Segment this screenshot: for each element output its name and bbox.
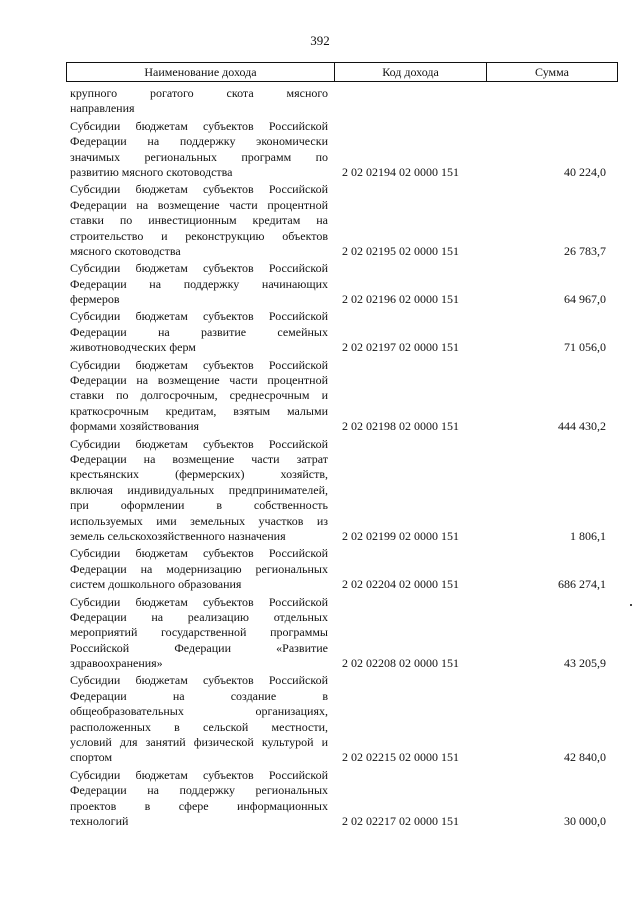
income-name-cell <box>66 437 328 545</box>
income-name-line: Федерации на развитие семейных <box>70 324 328 339</box>
income-name-line: Федерации на модернизацию региональных <box>70 561 328 576</box>
income-code-cell: 2 02 02217 02 0000 151 <box>342 813 459 828</box>
income-name-cell <box>66 358 328 435</box>
income-name-line: развитию мясного скотоводства <box>70 164 233 179</box>
table-row <box>66 673 618 765</box>
income-name-line: спортом <box>70 750 113 765</box>
income-name-line: Субсидии бюджетам субъектов Российской <box>70 594 328 609</box>
income-name-line: при оформлении в собственность <box>70 498 328 513</box>
income-name-line: Федерации на реализацию отдельных <box>70 609 328 624</box>
income-name-line: Субсидии бюджетам субъектов Российской <box>70 118 328 133</box>
income-name-line: Федерации на возмещение части процентной <box>70 197 328 212</box>
table-row <box>66 358 618 435</box>
amount-cell: 64 967,0 <box>564 292 606 307</box>
amount-cell: 40 224,0 <box>564 164 606 179</box>
amount-cell: 42 840,0 <box>564 750 606 765</box>
table-row <box>66 309 618 355</box>
income-code-cell: 2 02 02208 02 0000 151 <box>342 656 459 671</box>
income-name-line: земель сельскохозяйственного назначения <box>70 528 286 543</box>
income-name-line: Субсидии бюджетам субъектов Российской <box>70 261 328 276</box>
income-name-cell <box>66 768 328 830</box>
income-code-cell: 2 02 02197 02 0000 151 <box>342 340 459 355</box>
income-code-cell: 2 02 02196 02 0000 151 <box>342 292 459 307</box>
income-name-line: фермеров <box>70 292 120 307</box>
income-name-line: используемых ими земельных участков из <box>70 513 328 528</box>
income-name-line: технологий <box>70 813 129 828</box>
page-number: 392 <box>310 33 330 48</box>
amount-cell: 26 783,7 <box>564 243 606 258</box>
table-row <box>66 546 618 592</box>
income-name-line: направления <box>70 101 135 116</box>
header-income-code: Код дохода <box>335 63 487 81</box>
income-name-line: краткосрочным кредитам, взятым малыми <box>70 403 328 418</box>
income-name-line: систем дошкольного образования <box>70 577 242 592</box>
income-name-line: включая индивидуальных предпринимателей, <box>70 482 328 497</box>
income-name-line: Федерации на поддержку экономически <box>70 134 328 149</box>
income-name-line: Субсидии бюджетам субъектов Российской <box>70 546 328 561</box>
income-name-line: здравоохранения» <box>70 656 163 671</box>
table-row <box>66 261 618 307</box>
income-name-line: Российской Федерации «Развитие <box>70 640 328 655</box>
income-code-cell: 2 02 02199 02 0000 151 <box>342 528 459 543</box>
income-name-line: мясного скотоводства <box>70 243 181 258</box>
income-name-line: проектов в сфере информационных <box>70 798 328 813</box>
income-name-line: условий для занятий физической культурой и <box>70 735 328 750</box>
income-code-cell: 2 02 02204 02 0000 151 <box>342 577 459 592</box>
income-name-line: Федерации на создание в <box>70 688 328 703</box>
income-name-line: Субсидии бюджетам субъектов Российской <box>70 767 328 782</box>
income-name-line: Федерации на поддержку региональных <box>70 783 328 798</box>
income-name-line: формами хозяйствования <box>70 419 200 434</box>
income-name-line: Федерации на поддержку начинающих <box>70 276 328 291</box>
table-row <box>66 437 618 545</box>
table-row <box>66 595 618 672</box>
income-name-line: Субсидии бюджетам субъектов Российской <box>70 436 328 451</box>
table-row <box>66 182 618 259</box>
income-table-body <box>66 86 618 831</box>
income-name-line: ставки по инвестиционным кредитам на <box>70 213 328 228</box>
income-name-cell <box>66 546 328 592</box>
income-code-cell: 2 02 02195 02 0000 151 <box>342 243 459 258</box>
income-name-line: животноводческих ферм <box>70 340 196 355</box>
header-amount: Сумма <box>535 64 569 79</box>
amount-cell: 444 430,2 <box>558 419 606 434</box>
income-name-cell <box>66 673 328 765</box>
income-name-line: Федерации на возмещение части процентной <box>70 373 328 388</box>
income-code-cell: 2 02 02198 02 0000 151 <box>342 419 459 434</box>
income-name-cell <box>66 86 328 117</box>
income-name-line: строительство и реконструкцию объектов <box>70 228 328 243</box>
income-name-line: Субсидии бюджетам субъектов Российской <box>70 673 328 688</box>
table-row <box>66 86 618 117</box>
income-code-cell: 2 02 02215 02 0000 151 <box>342 750 459 765</box>
amount-cell: 71 056,0 <box>564 340 606 355</box>
table-row <box>66 768 618 830</box>
income-name-line: Субсидии бюджетам субъектов Российской <box>70 357 328 372</box>
table-header <box>66 62 618 82</box>
income-name-cell <box>66 595 328 672</box>
header-income-name: Наименование дохода <box>67 63 335 81</box>
income-name-cell <box>66 119 328 181</box>
scan-mark <box>630 604 632 606</box>
income-name-line: мероприятий государственной программы <box>70 625 328 640</box>
income-name-cell <box>66 182 328 259</box>
income-name-line: крестьянских (фермерских) хозяйств, <box>70 467 328 482</box>
table-row <box>66 119 618 181</box>
amount-cell: 43 205,9 <box>564 656 606 671</box>
income-name-line: расположенных в сельской местности, <box>70 719 328 734</box>
income-name-cell <box>66 309 328 355</box>
income-name-line: Федерации на возмещение части затрат <box>70 451 328 466</box>
amount-cell: 1 806,1 <box>570 528 606 543</box>
amount-cell: 30 000,0 <box>564 813 606 828</box>
income-code-cell: 2 02 02194 02 0000 151 <box>342 164 459 179</box>
income-name-line: общеобразовательных организациях, <box>70 704 328 719</box>
income-name-line: значимых региональных программ по <box>70 149 328 164</box>
income-name-cell <box>66 261 328 307</box>
income-name-line: крупного рогатого скота мясного <box>70 86 328 100</box>
amount-cell: 686 274,1 <box>558 577 606 592</box>
income-name-line: Субсидии бюджетам субъектов Российской <box>70 309 328 324</box>
income-name-line: ставки по долгосрочным, среднесрочным и <box>70 388 328 403</box>
income-name-line: Субсидии бюджетам субъектов Российской <box>70 182 328 197</box>
